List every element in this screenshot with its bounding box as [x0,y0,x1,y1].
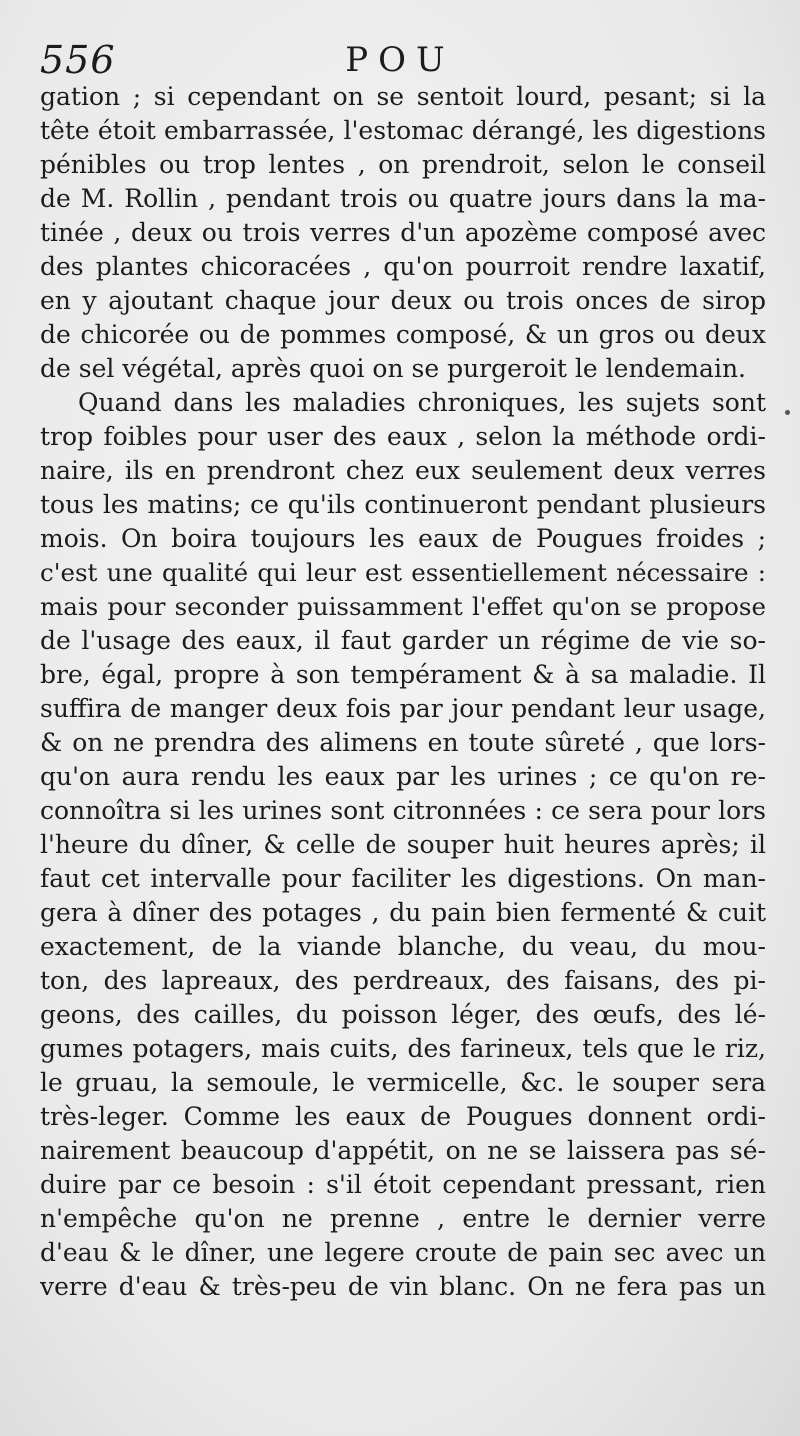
text-line: tous les matins; ce qu'ils continueront pendant plusieurs [40,490,766,519]
text-line: des plantes chicoracées , qu'on pourroit rendre laxatif, [40,252,766,281]
body-text [40,80,766,1304]
text-line: tinée , deux ou trois verres d'un apozème composé avec [40,218,766,247]
text-line: n'empêche qu'on ne prenne , entre le dernier verre [40,1204,766,1233]
text-line: naire, ils en prendront chez eux seulement deux verres [40,456,766,485]
text-line: duire par ce besoin : s'il étoit cependant pressant, rien [40,1170,766,1199]
running-head: POU [345,40,455,80]
text-line: geons, des cailles, du poisson léger, des œufs, des lé- [40,1000,766,1029]
text-line: en y ajoutant chaque jour deux ou trois onces de sirop [40,286,766,315]
text-line: de M. Rollin , pendant trois ou quatre jours dans la ma- [40,184,766,213]
text-line: verre d'eau & très-peu de vin blanc. On ne fera pas un [40,1272,766,1301]
text-line: pénibles ou trop lentes , on prendroit, selon le conseil [40,150,766,179]
text-line: gation ; si cependant on se sentoit lourd, pesant; si la [40,82,766,111]
text-line: nairement beaucoup d'appétit, on ne se laissera pas sé- [40,1136,766,1165]
text-line: le gruau, la semoule, le vermicelle, &c. le souper sera [40,1068,766,1097]
text-line: de chicorée ou de pommes composé, & un gros ou deux [40,320,766,349]
text-line: qu'on aura rendu les eaux par les urines ; ce qu'on re- [40,762,766,791]
text-line: ton, des lapreaux, des perdreaux, des faisans, des pi- [40,966,766,995]
text-line: connoîtra si les urines sont citronnées : ce sera pour lors [40,796,766,825]
text-line: d'eau & le dîner, une legere croute de pain sec avec un [40,1238,766,1267]
text-line: gera à dîner des potages , du pain bien fermenté & cuit [40,898,766,927]
text-line: tête étoit embarrassée, l'estomac dérangé, les digestions [40,116,766,145]
paper-speck [785,410,790,415]
text-line: gumes potagers, mais cuits, des farineux, tels que le riz, [40,1034,766,1063]
text-line: & on ne prendra des alimens en toute sûreté , que lors- [40,728,766,757]
text-line: de l'usage des eaux, il faut garder un régime de vie so- [40,626,766,655]
paragraph-start-line: Quand dans les maladies chroniques, les sujets sont [78,388,766,417]
text-line: mois. On boira toujours les eaux de Pougues froides ; [40,524,766,553]
text-line: très-leger. Comme les eaux de Pougues donnent ordi- [40,1102,766,1131]
text-line: faut cet intervalle pour faciliter les digestions. On man- [40,864,766,893]
text-line: exactement, de la viande blanche, du veau, du mou- [40,932,766,961]
page-number: 556 [40,38,116,82]
text-line: c'est une qualité qui leur est essentiellement nécessaire : [40,558,766,587]
text-line: bre, égal, propre à son tempérament & à sa maladie. Il [40,660,766,689]
text-line: de sel végétal, après quoi on se purgeroit le lendemain. [40,354,746,383]
text-line: suffira de manger deux fois par jour pendant leur usage, [40,694,766,723]
text-line: mais pour seconder puissamment l'effet qu'on se propose [40,592,766,621]
text-line: l'heure du dîner, & celle de souper huit heures après; il [40,830,766,859]
text-line: trop foibles pour user des eaux , selon la méthode ordi- [40,422,766,451]
